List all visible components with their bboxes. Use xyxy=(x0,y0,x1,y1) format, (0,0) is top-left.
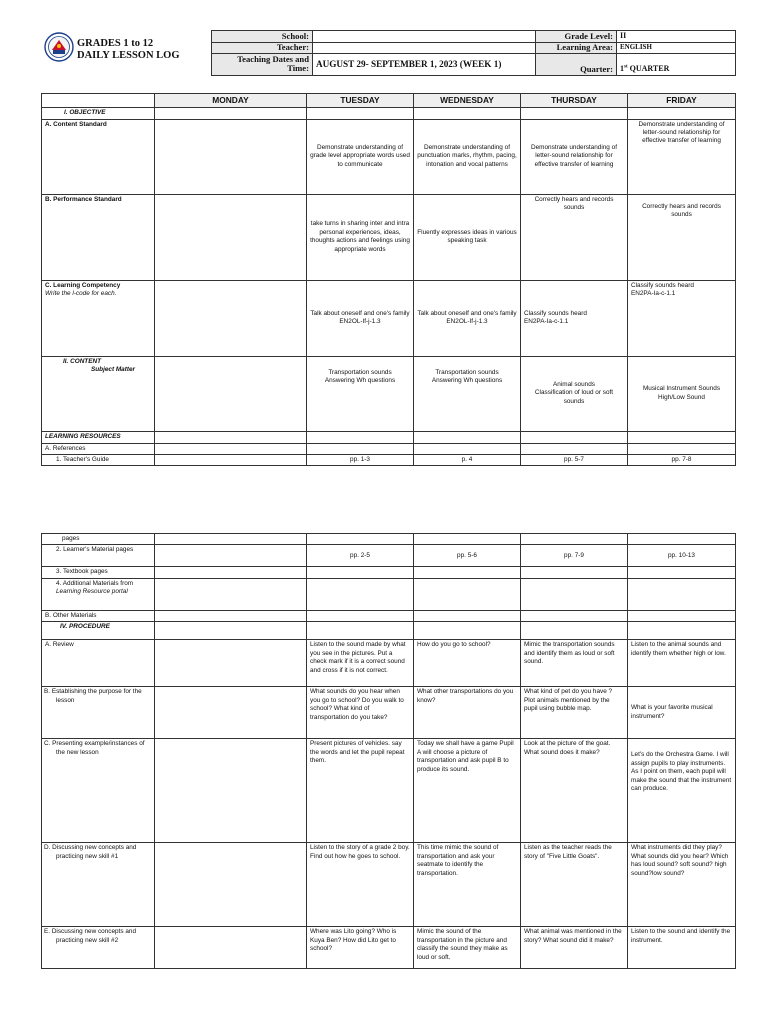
blank-cell xyxy=(521,610,628,621)
blank-cell xyxy=(155,567,307,578)
discussing-2-wednesday: Mimic the sound of the transportation in the picture and classify the sound they make as loud or soft. xyxy=(414,927,521,969)
learning-competency-wednesday: Talk about oneself and one's family EN2OL-If-j-1.3 xyxy=(414,280,521,356)
blank-cell xyxy=(628,610,736,621)
discussing-1-monday xyxy=(155,843,307,927)
other-materials-label: B. Other Materials xyxy=(42,610,155,621)
performance-standard-tuesday: take turns in sharing inter and intra personal experiences, ideas, thoughts actions and feelings using appropriate words xyxy=(307,194,414,280)
blank-cell xyxy=(414,578,521,610)
blank-cell xyxy=(307,610,414,621)
learners-material-monday xyxy=(155,545,307,567)
discussing-2-monday xyxy=(155,927,307,969)
teachers-guide-wednesday: p. 4 xyxy=(414,455,521,466)
blank-cell xyxy=(521,622,628,640)
blank-cell xyxy=(521,108,628,119)
learning-competency-note: Write the l-code for each. xyxy=(45,290,117,297)
textbook-pages-label: 3. Textbook pages xyxy=(42,567,155,578)
day-header-thursday: THURSDAY xyxy=(521,94,628,108)
discussing-2-label: E. Discussing new concepts and practicing new skill #2 xyxy=(42,927,155,969)
content-standard-tuesday: Demonstrate understanding of grade level appropriate words used to communicate xyxy=(307,119,414,194)
school-label: School: xyxy=(212,31,313,43)
performance-standard-friday: Correctly hears and records sounds xyxy=(628,194,736,280)
form-title-line1: GRADES 1 to 12 xyxy=(77,38,154,49)
lesson-plan-table-page2 xyxy=(41,533,736,969)
content-thursday: Animal sounds Classification of loud or soft sounds xyxy=(521,356,628,431)
day-header-monday: MONDAY xyxy=(155,94,307,108)
review-label: A. Review xyxy=(42,640,155,687)
discussing-1-wednesday: This time mimic the sound of transportation and ask your seatmate to identify the transportation. xyxy=(414,843,521,927)
blank-cell xyxy=(414,567,521,578)
learning-resources-heading: LEARNING RESOURCES xyxy=(42,431,155,443)
discussing-2-thursday: What animal was mentioned in the story? What sound did it make? xyxy=(521,927,628,969)
blank-cell xyxy=(155,431,307,443)
blank-cell xyxy=(155,622,307,640)
learners-material-wednesday: pp. 5-6 xyxy=(414,545,521,567)
form-title xyxy=(77,38,180,62)
purpose-monday xyxy=(155,687,307,739)
learning-competency-monday xyxy=(155,280,307,356)
presenting-monday xyxy=(155,739,307,843)
presenting-wednesday: Today we shall have a game Pupil A will choose a picture of transportation and ask pupil B to produce its sound. xyxy=(414,739,521,843)
content-monday xyxy=(155,356,307,431)
teacher-value xyxy=(313,42,536,53)
learning-competency-cell xyxy=(42,280,155,356)
procedure-heading: IV. PROCEDURE xyxy=(42,622,155,640)
learning-resource-portal-text: Learning Resource portal xyxy=(56,588,128,596)
content-standard-monday xyxy=(155,119,307,194)
content-tuesday: Transportation sounds Answering Wh questions xyxy=(307,356,414,431)
form-title-line2: DAILY LESSON LOG xyxy=(77,50,180,61)
blank-cell xyxy=(628,108,736,119)
header-info-table xyxy=(211,30,736,76)
presenting-thursday: Look at the picture of the goat. What sound does it make? xyxy=(521,739,628,843)
content-standard-label: A. Content Standard xyxy=(42,119,155,194)
blank-cell xyxy=(628,622,736,640)
content-standard-thursday: Demonstrate understanding of letter-sound relationship for effective transfer of learning xyxy=(521,119,628,194)
learning-competency-thursday: Classify sounds heard EN2PA-Ia-c-1.1 xyxy=(521,280,628,356)
performance-standard-wednesday: Fluently expresses ideas in various speaking task xyxy=(414,194,521,280)
teachers-guide-label: 1. Teacher's Guide xyxy=(42,455,155,466)
purpose-thursday: What kind of pet do you have ? Plot animals mentioned by the pupil using bubble map. xyxy=(521,687,628,739)
blank-cell xyxy=(307,431,414,443)
blank-cell xyxy=(628,567,736,578)
grade-level-label: Grade Level: xyxy=(536,31,617,43)
learners-material-label: 2. Learner's Material pages xyxy=(42,545,155,567)
blank-cell xyxy=(521,534,628,545)
blank-cell xyxy=(307,534,414,545)
quarter-value xyxy=(617,53,736,75)
blank-cell xyxy=(307,567,414,578)
learners-material-thursday: pp. 7-9 xyxy=(521,545,628,567)
performance-standard-thursday: Correctly hears and records sounds xyxy=(521,194,628,280)
deped-seal-logo xyxy=(44,32,74,62)
content-friday: Musical Instrument Sounds High/Low Sound xyxy=(628,356,736,431)
learning-area-label: Learning Area: xyxy=(536,42,617,53)
references-label: A. References xyxy=(42,443,155,454)
corner-cell xyxy=(42,94,155,108)
day-header-friday: FRIDAY xyxy=(628,94,736,108)
content-standard-friday: Demonstrate understanding of letter-sound relationship for effective transfer of learning xyxy=(628,119,736,194)
blank-cell xyxy=(307,622,414,640)
blank-cell xyxy=(414,534,521,545)
purpose-tuesday: What sounds do you hear when you go to school? Do you walk to school? What kind of transportation do you take? xyxy=(307,687,414,739)
content-heading: II. CONTENT xyxy=(63,357,101,365)
review-tuesday: Listen to the sound made by what you see in the pictures. Put a check mark if it is a correct sound and cross if it is not correct. xyxy=(307,640,414,687)
presenting-tuesday: Present pictures of vehicles. say the words and let the pupil repeat them. xyxy=(307,739,414,843)
presenting-label: C. Presenting example/instances of the new lesson xyxy=(42,739,155,843)
blank-cell xyxy=(414,108,521,119)
teachers-guide-monday xyxy=(155,455,307,466)
blank-cell xyxy=(628,534,736,545)
quarter-ordinal: st xyxy=(624,64,628,70)
additional-materials-label xyxy=(42,578,155,610)
blank-cell xyxy=(414,610,521,621)
blank-cell xyxy=(521,578,628,610)
pages-label-continued: pages xyxy=(42,534,155,545)
blank-cell xyxy=(307,578,414,610)
blank-cell xyxy=(155,610,307,621)
learning-competency-label: C. Learning Competency xyxy=(45,281,121,289)
purpose-friday: What is your favorite musical instrument? xyxy=(628,687,736,739)
learning-competency-friday: Classify sounds heard EN2PA-Ia-c-1.1 xyxy=(628,280,736,356)
grade-level-value: II xyxy=(617,31,736,43)
blank-cell xyxy=(414,443,521,454)
review-friday: Listen to the animal sounds and identify them whether high or low. xyxy=(628,640,736,687)
quarter-number: 1 xyxy=(620,64,624,73)
blank-cell xyxy=(155,534,307,545)
content-wednesday: Transportation sounds Answering Wh questions xyxy=(414,356,521,431)
discussing-1-thursday: Listen as the teacher reads the story of "Five Little Goats". xyxy=(521,843,628,927)
blank-cell xyxy=(155,578,307,610)
discussing-2-friday: Listen to the sound and identify the instrument. xyxy=(628,927,736,969)
teachers-guide-friday: pp. 7-8 xyxy=(628,455,736,466)
review-thursday: Mimic the transportation sounds and identify them as loud or soft sound. xyxy=(521,640,628,687)
discussing-1-friday: What instruments did they play? What sounds did you hear? Which has loud sound? soft sound? high sound?low sound? xyxy=(628,843,736,927)
discussing-2-tuesday: Where was Lito going? Who is Kuya Ben? How did Lito get to school? xyxy=(307,927,414,969)
day-header-wednesday: WEDNESDAY xyxy=(414,94,521,108)
blank-cell xyxy=(414,622,521,640)
performance-standard-label: B. Performance Standard xyxy=(42,194,155,280)
blank-cell xyxy=(307,108,414,119)
blank-cell xyxy=(414,431,521,443)
blank-cell xyxy=(628,578,736,610)
content-standard-wednesday: Demonstrate understanding of punctuation marks, rhythm, pacing, intonation and vocal patterns xyxy=(414,119,521,194)
review-wednesday: How do you go to school? xyxy=(414,640,521,687)
blank-cell xyxy=(155,443,307,454)
performance-standard-monday xyxy=(155,194,307,280)
blank-cell xyxy=(521,431,628,443)
quarter-word: QUARTER xyxy=(627,64,670,73)
additional-materials-text: 4. Additional Materials from xyxy=(56,579,134,587)
blank-cell xyxy=(307,443,414,454)
learners-material-tuesday: pp. 2-5 xyxy=(307,545,414,567)
school-value xyxy=(313,31,536,43)
discussing-1-tuesday: Listen to the story of a grade 2 boy. Find out how he goes to school. xyxy=(307,843,414,927)
teaching-dates-value: AUGUST 29- SEPTEMBER 1, 2023 (WEEK 1) xyxy=(313,53,536,75)
blank-cell xyxy=(155,108,307,119)
blank-cell xyxy=(521,567,628,578)
teaching-dates-label: Teaching Dates and Time: xyxy=(212,53,313,75)
teachers-guide-tuesday: pp. 1-3 xyxy=(307,455,414,466)
lesson-plan-table-page1 xyxy=(41,93,736,466)
learning-competency-tuesday: Talk about oneself and one's family EN2OL-If-j-1.3 xyxy=(307,280,414,356)
purpose-wednesday: What other transportations do you know? xyxy=(414,687,521,739)
blank-cell xyxy=(521,443,628,454)
presenting-friday: Let's do the Orchestra Game. I will assign pupils to play instruments. As I point on them, each pupil will make the sound that the instrument can produce. xyxy=(628,739,736,843)
objective-heading: I. OBJECTIVE xyxy=(42,108,155,119)
blank-cell xyxy=(628,443,736,454)
review-monday xyxy=(155,640,307,687)
quarter-label: Quarter: xyxy=(536,53,617,75)
purpose-label: B. Establishing the purpose for the lesson xyxy=(42,687,155,739)
subject-matter-label: Subject Matter xyxy=(91,366,136,373)
blank-cell xyxy=(628,431,736,443)
day-header-tuesday: TUESDAY xyxy=(307,94,414,108)
content-cell xyxy=(42,356,155,431)
discussing-1-label: D. Discussing new concepts and practicing new skill #1 xyxy=(42,843,155,927)
learners-material-friday: pp. 10-13 xyxy=(628,545,736,567)
learning-area-value: ENGLISH xyxy=(617,42,736,53)
teacher-label: Teacher: xyxy=(212,42,313,53)
teachers-guide-thursday: pp. 5-7 xyxy=(521,455,628,466)
